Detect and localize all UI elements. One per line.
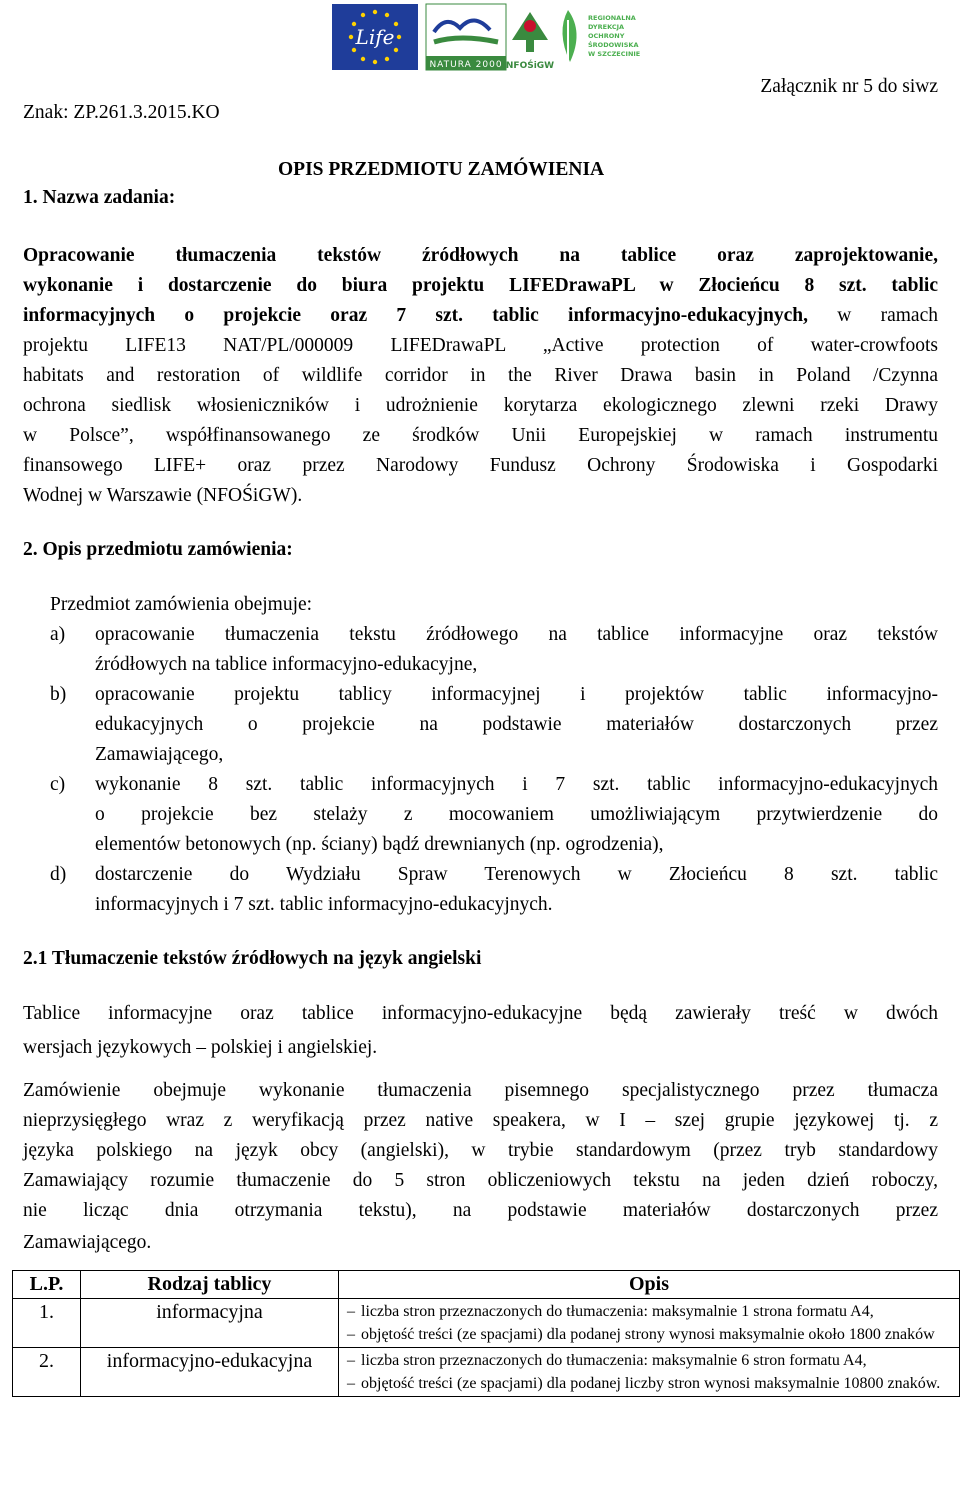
list-a-line-2: źródłowych na tablice informacyjno-edukacyjne, <box>95 654 478 675</box>
header-type: Rodzaj tablicy <box>81 1271 339 1299</box>
s21-p1-line-1: Tablice informacyjne oraz tablice informacyjno-edukacyjne będą zawierały treść w dwóch <box>23 1003 938 1024</box>
list-d-line-2: informacyjnych i 7 szt. tablic informacyjno-edukacyjnych. <box>95 894 553 915</box>
row-2-type: informacyjno-edukacyjna <box>81 1348 339 1397</box>
s1-line-3-bold: informacyjnych o projekcie oraz 7 szt. tablic informacyjno-edukacyjnych, <box>23 305 809 326</box>
svg-text:REGIONALNA: REGIONALNA <box>588 14 636 22</box>
document-title: OPIS PRZEDMIOTU ZAMÓWIENIA <box>278 159 605 180</box>
reference-number: Znak: ZP.261.3.2015.KO <box>23 102 220 123</box>
s21-p1-line-2: wersjach językowych – polskiej i angielskiej. <box>23 1037 378 1058</box>
dash-glyph: – <box>347 1375 355 1392</box>
s21-p2-line-3: języka polskiego na język obcy (angielski), w trybie standardowym (przez tryb standardowy <box>23 1140 938 1161</box>
requirements-table <box>12 1270 960 1397</box>
list-a-line-1: opracowanie tłumaczenia tekstu źródłowego na tablice informacyjne oraz tekstów <box>95 624 938 645</box>
list-c-line-1: wykonanie 8 szt. tablic informacyjnych i 7 szt. tablic informacyjno-edukacyjnych <box>95 774 938 795</box>
list-letter-c: c) <box>50 774 66 795</box>
section-2-1-heading: 2.1 Tłumaczenie tekstów źródłowych na język angielski <box>23 948 482 969</box>
s1-line-1: Opracowanie tłumaczenia tekstów źródłowych na tablice oraz zaprojektowanie, <box>23 245 938 266</box>
svg-text:NFOŚiGW: NFOŚiGW <box>505 61 555 71</box>
s21-p2-line-1: Zamówienie obejmuje wykonanie tłumaczenia pisemnego specjalistycznego przez tłumacza <box>23 1080 938 1101</box>
rdos-logo <box>562 10 640 64</box>
list-letter-d: d) <box>50 864 67 885</box>
section-2-heading: 2. Opis przedmiotu zamówienia: <box>23 539 293 560</box>
logo-strip <box>330 2 640 74</box>
list-b-line-1: opracowanie projektu tablicy informacyjnej i projektów tablic informacyjno- <box>95 684 938 705</box>
svg-text:OCHRONY: OCHRONY <box>588 32 625 40</box>
row-1-opis-item-1 <box>347 1300 949 1323</box>
svg-text:NATURA 2000: NATURA 2000 <box>429 60 503 70</box>
row-1-opis-text-1: liczba stron przeznaczonych do tłumaczenia: maksymalnie 1 strona formatu A4, <box>361 1303 874 1320</box>
list-letter-a: a) <box>50 624 66 645</box>
s1-line-5: habitats and restoration of wildlife corridor in the River Drawa basin in Poland /Czynna <box>23 365 938 386</box>
s1-line-3 <box>23 301 938 331</box>
s1-line-3-tail: w ramach <box>808 305 938 326</box>
row-1-type: informacyjna <box>81 1299 339 1348</box>
s21-p2-line-6: Zamawiającego. <box>23 1232 152 1253</box>
row-1-opis-item-2 <box>347 1323 949 1346</box>
row-2-opis <box>339 1348 960 1397</box>
table-header-row <box>13 1271 960 1299</box>
list-b-line-2: edukacyjnych o projekcie na podstawie materiałów dostarczonych przez <box>95 714 938 735</box>
s21-p2-line-2: nieprzysięgłego wraz z weryfikacją przez native speakera, w I – szej grupie językowej tj. z <box>23 1110 938 1131</box>
life-logo: Life <box>355 25 395 49</box>
s1-line-6: ochrona siedlisk włosieniczników i udrożnienie korytarza ekologicznego zlewni rzeki Drawy <box>23 395 938 416</box>
dash-glyph: – <box>347 1326 355 1343</box>
row-2-lp: 2. <box>13 1348 81 1397</box>
dash-glyph: – <box>347 1303 355 1320</box>
list-c-line-3: elementów betonowych (np. ściany) bądź drewnianych (np. ogrodzenia), <box>95 834 664 855</box>
row-2-opis-item-1 <box>347 1349 949 1372</box>
svg-text:DYREKCJA: DYREKCJA <box>588 23 625 31</box>
row-1-lp: 1. <box>13 1299 81 1348</box>
svg-text:W SZCZECINIE: W SZCZECINIE <box>588 50 640 58</box>
row-2-opis-item-2 <box>347 1372 949 1395</box>
eu-flag-logo <box>332 4 418 70</box>
section-1-heading: 1. Nazwa zadania: <box>23 187 176 208</box>
nfosigw-logo <box>506 8 554 71</box>
svg-text:ŚRODOWISKA: ŚRODOWISKA <box>588 41 639 49</box>
row-1-opis <box>339 1299 960 1348</box>
s21-p2-line-4: Zamawiający rozumie tłumaczenie do 5 stron obliczeniowych tekstu na jeden dzień roboczy, <box>23 1170 938 1191</box>
s1-line-9: Wodnej w Warszawie (NFOŚiGW). <box>23 485 303 506</box>
s1-line-4: projektu LIFE13 NAT/PL/000009 LIFEDrawaPL „Active protection of water-crowfoots <box>23 335 938 356</box>
row-1-opis-text-2: objętość treści (ze spacjami) dla podanej strony wynosi maksymalnie około 1800 znaków <box>361 1326 935 1343</box>
list-d-line-1: dostarczenie do Wydziału Spraw Terenowych w Złocieńcu 8 szt. tablic <box>95 864 938 885</box>
row-2-opis-text-2: objętość treści (ze spacjami) dla podanej liczby stron wynosi maksymalnie 10800 znaków. <box>361 1375 941 1392</box>
table-row <box>13 1299 960 1348</box>
header-opis: Opis <box>339 1271 960 1299</box>
row-2-opis-text-1: liczba stron przeznaczonych do tłumaczenia: maksymalnie 6 stron formatu A4, <box>361 1352 867 1369</box>
s1-line-7: w Polsce”, współfinansowanego ze środków Unii Europejskiej w ramach instrumentu <box>23 425 938 446</box>
header-lp: L.P. <box>13 1271 81 1299</box>
s1-line-8: finansowego LIFE+ oraz przez Narodowy Fundusz Ochrony Środowiska i Gospodarki <box>23 455 938 476</box>
annex-label: Załącznik nr 5 do siwz <box>760 76 938 97</box>
logos-svg <box>330 2 640 76</box>
list-c-line-2: o projekcie bez stelaży z mocowaniem umożliwiającym przytwierdzenie do <box>95 804 938 825</box>
table-row <box>13 1348 960 1397</box>
dash-glyph: – <box>347 1352 355 1369</box>
list-letter-b: b) <box>50 684 67 705</box>
list-b-line-3: Zamawiającego, <box>95 744 224 765</box>
s1-line-2: wykonanie i dostarczenie do biura projektu LIFEDrawaPL w Złocieńcu 8 szt. tablic <box>23 275 938 296</box>
s21-p2-line-5: nie licząc dnia otrzymania tekstu), na podstawie materiałów dostarczonych przez <box>23 1200 938 1221</box>
section-2-intro: Przedmiot zamówienia obejmuje: <box>50 594 313 615</box>
natura-2000-logo <box>426 4 506 70</box>
